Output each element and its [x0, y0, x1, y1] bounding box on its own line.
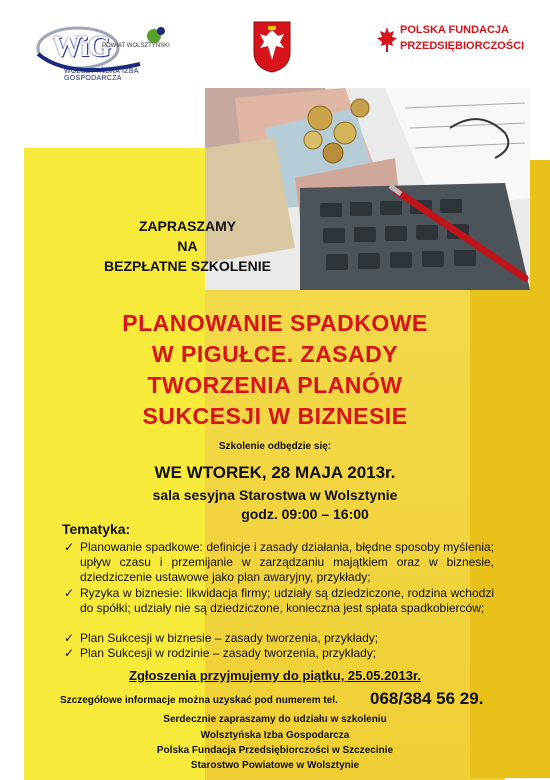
pfp-line-2: PRZEDSIĘBIORCZOŚCI	[400, 40, 525, 52]
topic-text: Plan Sukcesji w biznesie – zasady tworzenia, przykłady;	[80, 631, 379, 645]
topic-item	[64, 540, 494, 585]
title-line-1: PLANOWANIE SPADKOWE	[122, 310, 428, 336]
event-time: godz. 09:00 – 16:00	[241, 506, 369, 522]
invite-line-3: BEZPŁATNE SZKOLENIE	[104, 258, 271, 274]
event-date: WE WTOREK, 28 MAJA 2013r.	[154, 463, 396, 482]
check-icon: ✓	[64, 540, 75, 554]
title-line-4: SUKCESJI W BIZNESIE	[142, 403, 408, 429]
calculator-icon	[300, 183, 530, 290]
organizer-2: Polska Fundacja Przedsiębiorczości w Szczecinie	[156, 745, 394, 756]
maple-leaf-icon	[376, 26, 398, 54]
topic-item	[64, 586, 494, 616]
organizer-3: Starostwo Powiatowe w Wolsztynie	[190, 760, 360, 771]
phone-suffix: .	[478, 689, 484, 708]
topic-text: Plan Sukcesji w rodzinie – zasady tworzenia, przykłady;	[80, 646, 377, 660]
topic-text: Ryzyka w biznesie: likwidacja firmy; udziały są dziedziczone, rodzina wchodzi do spółki; udziały nie są dziedziczone, konieczna jest spłata spadkobierców;	[80, 586, 494, 615]
topic-item	[64, 631, 494, 646]
check-icon: ✓	[64, 646, 75, 660]
phone-value: 068/384 56 29	[370, 689, 479, 708]
registration-deadline: Zgłoszenia przyjmujemy do piątku, 25.05.2013r.	[129, 668, 421, 683]
check-icon: ✓	[64, 586, 75, 600]
info-text: Szczegółowe informacje można uzyskać pod numerem tel.	[60, 695, 338, 706]
wig-mark: WiG	[52, 30, 111, 63]
topic-item	[64, 646, 494, 661]
event-intro: Szkolenie odbędzie się:	[218, 441, 332, 452]
title-line-2: W PIGUŁCE. ZASADY	[151, 341, 399, 367]
title-line-3: TWORZENIA PLANÓW	[147, 372, 403, 398]
phone-number	[370, 689, 483, 709]
event-venue: sala sesyjna Starostwa w Wolsztynie	[152, 487, 398, 503]
wig-name: WOLSZTYŃSKA IZBA GOSPODARCZA	[64, 68, 139, 82]
topic-text: Planowanie spadkowe: definicje i zasady działania, błędne sposoby myślenia; upływ czasu i przemijanie w zarządzaniu majątkiem oraz w biznesie, dziedziczenie ustawowe jako plan awaryjny, przykłady;	[80, 540, 494, 584]
invite-line-1: ZAPRASZAMY	[138, 218, 237, 234]
eagle-coat-of-arms-icon	[252, 20, 292, 74]
topics-heading: Tematyka:	[62, 521, 131, 537]
closing-text: Serdecznie zapraszamy do udziału w szkoleniu	[163, 714, 387, 725]
check-icon: ✓	[64, 631, 75, 645]
pfp-logo	[370, 22, 525, 62]
pfp-line-1: POLSKA FUNDACJA	[400, 24, 509, 36]
invite-line-2: NA	[177, 238, 198, 254]
wig-logo	[30, 24, 180, 84]
wig-subtitle: POWIAT WOLSZTYŃSKI	[102, 43, 170, 49]
organizer-1: Wolsztyńska Izba Gospodarcza	[200, 730, 350, 741]
